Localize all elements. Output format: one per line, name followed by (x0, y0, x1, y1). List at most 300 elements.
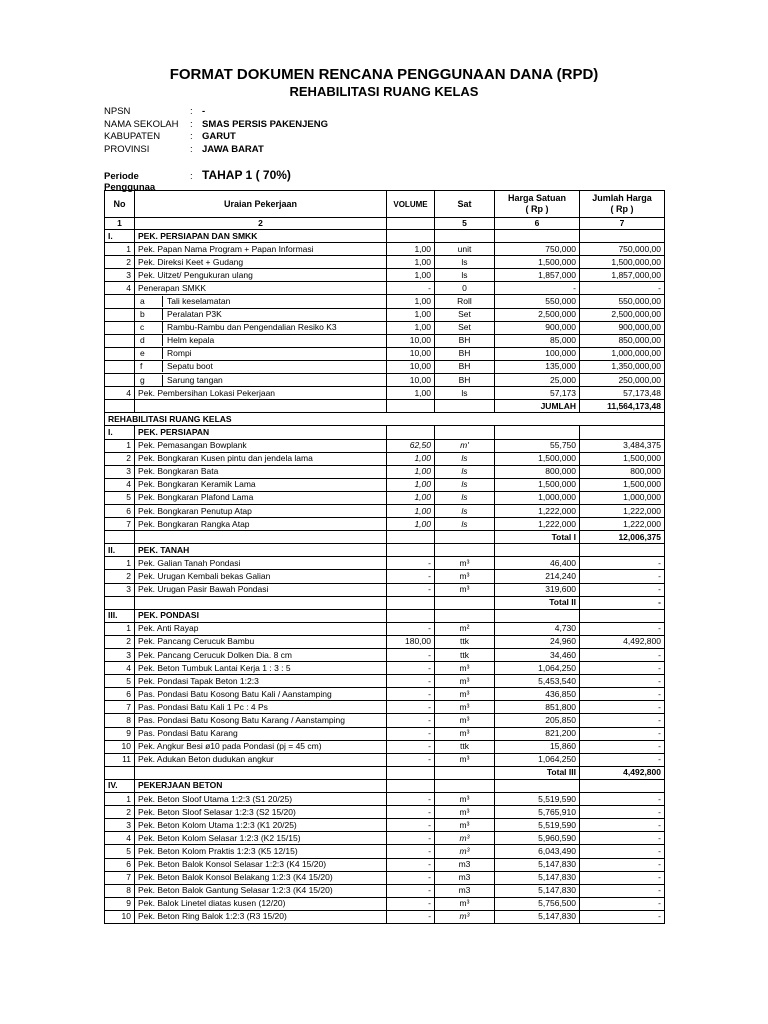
item-unit-price: 135,000 (495, 360, 580, 373)
total-value: 12,006,375 (580, 531, 665, 544)
item-total-price: - (580, 832, 665, 845)
item-description: Pek. Adukan Beton dudukan angkur (135, 753, 387, 766)
item-number: 4 (105, 478, 135, 491)
item-unit: m3 (435, 871, 495, 884)
table-row (105, 858, 665, 871)
item-total-price: - (580, 570, 665, 583)
table-row (105, 884, 665, 897)
item-unit-price: 57,173 (495, 387, 580, 400)
item-unit: m³ (435, 793, 495, 806)
item-unit-price: 24,960 (495, 635, 580, 648)
document-title: FORMAT DOKUMEN RENCANA PENGGUNAAN DANA (RPD) (169, 66, 599, 83)
item-total-price: 4,492,800 (580, 635, 665, 648)
item-description: Pek. Pancang Cerucuk Bambu (135, 635, 387, 648)
item-number: 1 (105, 439, 135, 452)
header-jumlah-harga: Jumlah Harga ( Rp ) (580, 191, 665, 218)
info-row-kabupaten: KABUPATEN : GARUT (104, 131, 236, 142)
item-volume: - (387, 570, 435, 583)
item-unit: m³ (435, 819, 495, 832)
item-unit-price: 46,400 (495, 557, 580, 570)
item-total-price: 1,000,000 (580, 491, 665, 504)
item-description: Pek. Pembersihan Lokasi Pekerjaan (135, 387, 387, 400)
item-unit-price: 5,765,910 (495, 806, 580, 819)
item-unit-price: 1,222,000 (495, 518, 580, 531)
item-unit-price: 1,064,250 (495, 753, 580, 766)
item-number (105, 374, 135, 387)
item-volume: - (387, 583, 435, 596)
item-volume: - (387, 662, 435, 675)
item-total-price: - (580, 740, 665, 753)
item-unit-price: 205,850 (495, 714, 580, 727)
table-row (105, 819, 665, 832)
item-volume: 1,00 (387, 452, 435, 465)
item-number: 3 (105, 583, 135, 596)
item-number: 2 (105, 570, 135, 583)
item-unit-price: 55,750 (495, 439, 580, 452)
item-description: Pek. Beton Balok Gantung Selasar 1:2:3 (K4 15/20) (135, 884, 387, 897)
item-total-price: 1,222,000 (580, 504, 665, 517)
table-row (105, 491, 665, 504)
item-description: Pek. Beton Kolom Selasar 1:2:3 (K2 15/15) (135, 832, 387, 845)
item-unit: ls (435, 387, 495, 400)
section-title: PEK. PERSIAPAN (135, 426, 387, 439)
item-total-price: 3,484,375 (580, 439, 665, 452)
total-row (105, 531, 665, 544)
item-total-price: - (580, 714, 665, 727)
header-sat: Sat (435, 191, 495, 218)
item-number: 5 (105, 845, 135, 858)
item-unit-price: 15,860 (495, 740, 580, 753)
rehab-title: REHABILITASI RUANG KELAS (105, 413, 665, 426)
item-description: Pek. Pemasangan Bowplank (135, 439, 387, 452)
item-volume: 1,00 (387, 518, 435, 531)
table-row (105, 269, 665, 282)
item-total-price: 850,000,00 (580, 334, 665, 347)
item-number: 1 (105, 622, 135, 635)
item-volume: - (387, 282, 435, 295)
item-unit-price: 750,000 (495, 243, 580, 256)
table-row (105, 504, 665, 517)
table-row (105, 557, 665, 570)
item-description: c Rambu-Rambu dan Pengendalian Resiko K3 (135, 321, 387, 334)
item-unit-price: 4,730 (495, 622, 580, 635)
item-number: 6 (105, 504, 135, 517)
item-description: Pek. Bongkaran Rangka Atap (135, 518, 387, 531)
item-description: Pek. Beton Balok Konsol Selasar 1:2:3 (K4 15/20) (135, 858, 387, 871)
section-header-row (105, 426, 665, 439)
item-unit: Roll (435, 295, 495, 308)
rpd-table (104, 190, 665, 924)
item-total-price: 1,222,000 (580, 518, 665, 531)
item-description: Pek. Beton Sloof Selasar 1:2:3 (S2 15/20) (135, 806, 387, 819)
item-number: 4 (105, 832, 135, 845)
info-row-provinsi: PROVINSI : JAWA BARAT (104, 143, 264, 155)
item-volume: - (387, 675, 435, 688)
item-unit-price: 5,756,500 (495, 897, 580, 910)
item-number: 8 (105, 884, 135, 897)
total-label: JUMLAH (495, 400, 580, 413)
item-number: 11 (105, 753, 135, 766)
table-row (105, 374, 665, 387)
item-number (105, 347, 135, 360)
item-description: Pek. Pondasi Tapak Beton 1:2:3 (135, 675, 387, 688)
item-number: 2 (105, 635, 135, 648)
item-number: 7 (105, 871, 135, 884)
item-unit-price: 851,800 (495, 701, 580, 714)
total-value: - (580, 596, 665, 609)
item-unit-price: 5,147,830 (495, 884, 580, 897)
item-unit: m3 (435, 884, 495, 897)
item-total-price: - (580, 897, 665, 910)
item-number: 2 (105, 452, 135, 465)
item-volume: 1,00 (387, 295, 435, 308)
item-total-price: - (580, 583, 665, 596)
item-number: 10 (105, 910, 135, 923)
item-description: Pek. Bongkaran Bata (135, 465, 387, 478)
item-unit-price: 25,000 (495, 374, 580, 387)
item-unit-price: 800,000 (495, 465, 580, 478)
item-total-price: - (580, 701, 665, 714)
item-unit-price: 900,000 (495, 321, 580, 334)
item-volume: 1,00 (387, 504, 435, 517)
table-row (105, 740, 665, 753)
table-row (105, 806, 665, 819)
item-description: Pek. Bongkaran Kusen pintu dan jendela lama (135, 452, 387, 465)
item-description: Pek. Anti Rayap (135, 622, 387, 635)
item-number: 3 (105, 465, 135, 478)
item-number: 4 (105, 662, 135, 675)
item-number: 6 (105, 858, 135, 871)
item-volume: 180,00 (387, 635, 435, 648)
item-description: Pek. Balok Linetel diatas kusen (12/20) (135, 897, 387, 910)
item-total-price: 1,500,000,00 (580, 256, 665, 269)
item-volume: - (387, 557, 435, 570)
item-total-price: - (580, 806, 665, 819)
item-description: Pek. Urugan Kembali bekas Galian (135, 570, 387, 583)
total-row (105, 596, 665, 609)
table-row (105, 439, 665, 452)
item-description: Pek. Galian Tanah Pondasi (135, 557, 387, 570)
table-row (105, 308, 665, 321)
rehab-title-row (105, 413, 665, 426)
item-volume: 1,00 (387, 491, 435, 504)
item-description: d Helm kepala (135, 334, 387, 347)
item-volume: 10,00 (387, 360, 435, 373)
item-volume: 1,00 (387, 243, 435, 256)
section-number: IV. (105, 779, 135, 792)
item-number: 7 (105, 701, 135, 714)
section-number: III. (105, 609, 135, 622)
table-row (105, 675, 665, 688)
item-unit: m³ (435, 832, 495, 845)
item-total-price: - (580, 557, 665, 570)
table-row (105, 387, 665, 400)
item-unit-price: 100,000 (495, 347, 580, 360)
total-label: Total I (495, 531, 580, 544)
table-row (105, 635, 665, 648)
table-row (105, 334, 665, 347)
item-number: 4 (105, 282, 135, 295)
item-volume: - (387, 897, 435, 910)
item-number: 1 (105, 243, 135, 256)
total-value: 11,564,173,48 (580, 400, 665, 413)
info-row-nama-sekolah: NAMA SEKOLAH : SMAS PERSIS PAKENJENG (104, 118, 328, 130)
section-title: PEK. TANAH (135, 544, 387, 557)
section-number: II. (105, 544, 135, 557)
table-row (105, 518, 665, 531)
table-row (105, 649, 665, 662)
total-row (105, 766, 665, 779)
item-number (105, 321, 135, 334)
item-unit: ls (435, 491, 495, 504)
table-row (105, 688, 665, 701)
item-volume: - (387, 727, 435, 740)
item-total-price: - (580, 871, 665, 884)
section-header-row (105, 779, 665, 792)
item-total-price: - (580, 793, 665, 806)
item-volume: - (387, 858, 435, 871)
item-total-price: 2,500,000,00 (580, 308, 665, 321)
item-volume: 10,00 (387, 334, 435, 347)
item-unit: 0 (435, 282, 495, 295)
item-total-price: - (580, 662, 665, 675)
table-row (105, 910, 665, 923)
item-description: Pek. Direksi Keet + Gudang (135, 256, 387, 269)
table-row (105, 753, 665, 766)
table-row (105, 583, 665, 596)
item-unit-price: 436,850 (495, 688, 580, 701)
item-volume: 1,00 (387, 478, 435, 491)
table-row (105, 465, 665, 478)
item-unit: m³ (435, 583, 495, 596)
item-unit-price: 1,064,250 (495, 662, 580, 675)
item-unit: m' (435, 439, 495, 452)
item-total-price: 250,000,00 (580, 374, 665, 387)
item-unit: ls (435, 452, 495, 465)
item-unit: m³ (435, 806, 495, 819)
table-header (105, 191, 665, 218)
item-description: Pek. Angkur Besi ø10 pada Pondasi (pj = 45 cm) (135, 740, 387, 753)
table-row (105, 701, 665, 714)
item-total-price: - (580, 688, 665, 701)
item-description: Pek. Bongkaran Plafond Lama (135, 491, 387, 504)
item-unit: ls (435, 256, 495, 269)
item-description: f Sepatu boot (135, 360, 387, 373)
table-row (105, 845, 665, 858)
section-number: I. (105, 426, 135, 439)
item-unit: ttk (435, 649, 495, 662)
item-unit-price: 6,043,490 (495, 845, 580, 858)
item-total-price: - (580, 622, 665, 635)
section-header-row (105, 544, 665, 557)
item-unit-price: 5,960,590 (495, 832, 580, 845)
item-unit: ttk (435, 635, 495, 648)
item-unit: m³ (435, 897, 495, 910)
item-total-price: 1,350,000,00 (580, 360, 665, 373)
item-volume: - (387, 688, 435, 701)
table-row (105, 622, 665, 635)
item-volume: - (387, 845, 435, 858)
section-header-row (105, 609, 665, 622)
item-unit-price: 821,200 (495, 727, 580, 740)
table-row (105, 727, 665, 740)
item-unit: unit (435, 243, 495, 256)
item-description: Pek. Pancang Cerucuk Dolken Dia. 8 cm (135, 649, 387, 662)
table-row (105, 321, 665, 334)
item-unit: m² (435, 622, 495, 635)
item-volume: 1,00 (387, 387, 435, 400)
item-unit: m³ (435, 845, 495, 858)
item-description: g Sarung tangan (135, 374, 387, 387)
item-unit-price: 1,500,000 (495, 256, 580, 269)
item-unit: Set (435, 321, 495, 334)
table-row (105, 282, 665, 295)
table-row (105, 243, 665, 256)
item-unit-price: 2,500,000 (495, 308, 580, 321)
item-unit-price: 550,000 (495, 295, 580, 308)
item-description: Pek. Urugan Pasir Bawah Pondasi (135, 583, 387, 596)
table-row (105, 478, 665, 491)
item-description: e Rompi (135, 347, 387, 360)
item-unit: BH (435, 347, 495, 360)
item-number: 3 (105, 649, 135, 662)
item-total-price: - (580, 858, 665, 871)
item-description: Pek. Beton Kolom Utama 1:2:3 (K1 20/25) (135, 819, 387, 832)
table-row (105, 360, 665, 373)
section-title: PEKERJAAN BETON (135, 779, 387, 792)
item-number: 5 (105, 675, 135, 688)
item-number: 10 (105, 740, 135, 753)
item-unit: ttk (435, 740, 495, 753)
item-volume: - (387, 649, 435, 662)
item-unit: m³ (435, 675, 495, 688)
item-description: Pek. Beton Kolom Praktis 1:2:3 (K5 12/15) (135, 845, 387, 858)
item-unit-price: - (495, 282, 580, 295)
header-uraian: Uraian Pekerjaan (135, 191, 387, 218)
item-description: a Tali keselamatan (135, 295, 387, 308)
section-header-row (105, 230, 665, 243)
item-volume: 1,00 (387, 308, 435, 321)
item-total-price: 1,000,000,00 (580, 347, 665, 360)
item-unit: ls (435, 269, 495, 282)
item-description: Pas. Pondasi Batu Kosong Batu Karang / Aanstamping (135, 714, 387, 727)
item-volume: - (387, 701, 435, 714)
item-number: 5 (105, 491, 135, 504)
total-value: 4,492,800 (580, 766, 665, 779)
item-description: Pek. Bongkaran Penutup Atap (135, 504, 387, 517)
item-unit-price: 5,147,830 (495, 871, 580, 884)
table-row (105, 295, 665, 308)
item-number (105, 308, 135, 321)
item-description: Pek. Beton Sloof Utama 1:2:3 (S1 20/25) (135, 793, 387, 806)
item-unit: BH (435, 374, 495, 387)
item-number: 1 (105, 793, 135, 806)
item-total-price: - (580, 819, 665, 832)
item-unit-price: 1,857,000 (495, 269, 580, 282)
item-volume: - (387, 884, 435, 897)
item-number: 6 (105, 688, 135, 701)
item-volume: 62,50 (387, 439, 435, 452)
item-volume: 1,00 (387, 321, 435, 334)
item-number: 3 (105, 269, 135, 282)
item-unit-price: 1,222,000 (495, 504, 580, 517)
table-row (105, 662, 665, 675)
total-label: Total III (495, 766, 580, 779)
item-volume: 1,00 (387, 269, 435, 282)
item-description: Pek. Beton Ring Balok 1:2:3 (R3 15/20) (135, 910, 387, 923)
item-unit: m³ (435, 688, 495, 701)
item-total-price: - (580, 910, 665, 923)
table-row (105, 832, 665, 845)
item-unit: m³ (435, 557, 495, 570)
item-total-price: - (580, 884, 665, 897)
item-volume: 1,00 (387, 256, 435, 269)
item-total-price: 57,173,48 (580, 387, 665, 400)
item-unit: m³ (435, 701, 495, 714)
item-volume: - (387, 753, 435, 766)
item-number: 3 (105, 819, 135, 832)
item-total-price: - (580, 727, 665, 740)
item-description: Pek. Uitzet/ Pengukuran ulang (135, 269, 387, 282)
item-number: 9 (105, 897, 135, 910)
table-row (105, 714, 665, 727)
item-description: Pas. Pondasi Batu Karang (135, 727, 387, 740)
section-title: PEK. PONDASI (135, 609, 387, 622)
item-volume: - (387, 819, 435, 832)
item-unit: ls (435, 518, 495, 531)
item-unit-price: 319,600 (495, 583, 580, 596)
item-number: 1 (105, 557, 135, 570)
header-no: No (105, 191, 135, 218)
item-unit-price: 5,453,540 (495, 675, 580, 688)
item-volume: - (387, 910, 435, 923)
item-number: 9 (105, 727, 135, 740)
item-description: Pek. Papan Nama Program + Papan Informasi (135, 243, 387, 256)
item-unit: m³ (435, 910, 495, 923)
item-description: Pek. Beton Balok Konsol Belakang 1:2:3 (K4 15/20) (135, 871, 387, 884)
table-row (105, 570, 665, 583)
item-unit: m³ (435, 753, 495, 766)
item-number (105, 334, 135, 347)
section-number: I. (105, 230, 135, 243)
item-volume: - (387, 832, 435, 845)
item-total-price: - (580, 753, 665, 766)
table-row (105, 256, 665, 269)
item-unit: ls (435, 504, 495, 517)
item-number (105, 360, 135, 373)
item-description: Penerapan SMKK (135, 282, 387, 295)
item-unit-price: 1,000,000 (495, 491, 580, 504)
item-unit-price: 34,460 (495, 649, 580, 662)
column-number-row: 1 2 5 6 7 (105, 218, 665, 230)
item-number: 2 (105, 256, 135, 269)
table-row (105, 793, 665, 806)
item-unit-price: 1,500,000 (495, 478, 580, 491)
item-unit: BH (435, 360, 495, 373)
item-number: 7 (105, 518, 135, 531)
item-unit: m3 (435, 858, 495, 871)
total-label: Total II (495, 596, 580, 609)
header-harga-satuan: Harga Satuan ( Rp ) (495, 191, 580, 218)
item-unit-price: 85,000 (495, 334, 580, 347)
item-number: 4 (105, 387, 135, 400)
item-unit-price: 5,147,830 (495, 858, 580, 871)
item-number: 8 (105, 714, 135, 727)
item-volume: 10,00 (387, 374, 435, 387)
document-subtitle: REHABILITASI RUANG KELAS (289, 84, 479, 99)
periode-penggunaan: Periode Penggunaa : TAHAP 1 ( 70%) (104, 168, 291, 193)
section-title: PEK. PERSIAPAN DAN SMKK (135, 230, 387, 243)
